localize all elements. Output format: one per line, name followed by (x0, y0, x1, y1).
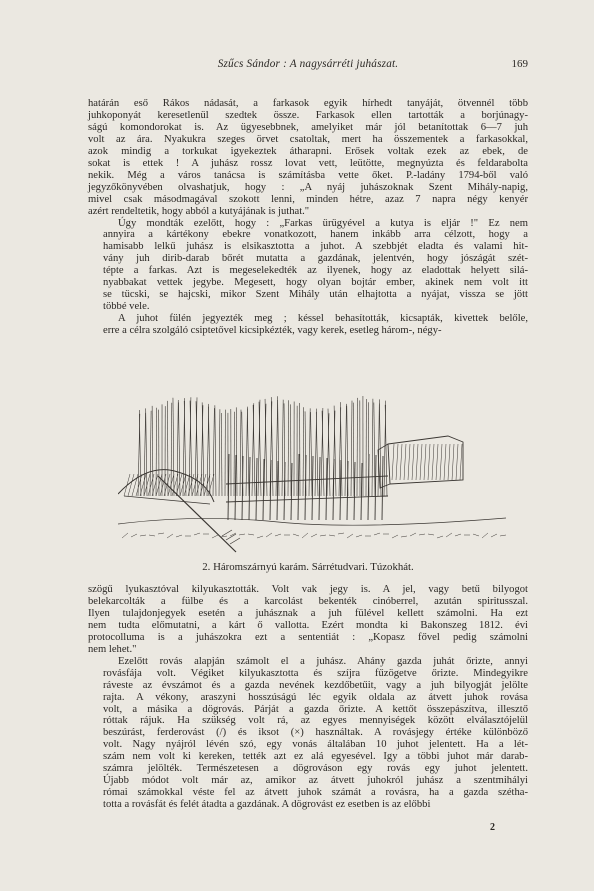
paragraph (88, 584, 528, 656)
paragraph (88, 656, 528, 811)
text-line: A juhot fülén jegyezték meg ; késsel behasították, kicsapták, kivettek belőle, (118, 313, 528, 325)
running-header (88, 58, 528, 72)
text-line: azok mindig a torkukat igyekeztek átharapni. Erősek voltak ezek az ebek, de (88, 145, 528, 157)
text-line: protocolluma is a juhászokra ezt a sententiát : „Kopasz fővel pedig számolni (88, 631, 528, 643)
text-line: erre a célra szolgáló csiptetővel kicsipkézték, vagy kerek, esetleg három-, négy- (103, 325, 442, 337)
text-line: Ilyen tulajdonjegyek esetén a juhásznak a juh fülével kellett számolni. Ha ezt (88, 607, 528, 619)
text-line: azért rendeltetik, hogy abból a kutyájának is juthat." (88, 205, 310, 217)
text-line: volt az ára. Nyakukra szeges örvet csatoltak, mert ha összementek a farkasokkal, (88, 133, 528, 145)
figure-illustration (118, 384, 506, 556)
text-line: nem lehet." (88, 643, 137, 655)
text-line: mivel csak másodmagával szokott lenni, minden hétre, azaz 7 napra négy kenyér (88, 193, 528, 205)
text-line: hamisabb lelkű juhász is elsikasztotta a juhot. A szebbjét eladta és valami hit- (103, 241, 528, 253)
body-text-top (88, 98, 528, 337)
text-line: vány juh dirib-darab bőrét mutatta a gazdának, jelentvén, hogy jószágát szét- (103, 253, 528, 265)
paragraph (88, 98, 528, 218)
text-line: se tücski, se hajcski, mikor Szent Mihály után elhajtotta a nyájat, vissza se jött (103, 289, 528, 301)
text-line: szám nem volt ki kereken, tették azt ez alá egyesével. Igy a többi juhot már darab- (103, 751, 528, 763)
figure-caption: 2. Háromszárnyú karám. Sárrétudvari. Túzokhát. (202, 561, 414, 573)
text-line: Újabb módot volt már az, amikor az átvett juhokról juhász a szentmihályi (103, 775, 528, 787)
text-line: rajta. A vékony, araszyni hosszúságú léc egyik oldala az átvett juhok rovása (103, 691, 528, 703)
text-line: volt, a másika a dögrovás. Párját a gazda őrizte. A kettőt összepászítva, illesztő (103, 703, 528, 715)
page-number: 169 (511, 58, 528, 70)
text-line: ságú komondorokat is. Az ügyesebbnek, amelyiket már jól betanítottak 6—7 juh (88, 121, 528, 133)
text-line: belekarcolták a fülbe és a karcolást bekenték cinóberrel, azután spiritusszal. (88, 595, 528, 607)
text-line: beszúrást, ferderovást (/) és iksot (×) használtak. A rovásjegy értéke különböző (103, 727, 528, 739)
text-line: nem tudta előmutatni, a kárt ő vallotta. Ezért mondta ki Bakonszeg 1812. évi (88, 619, 528, 631)
body-text-bottom (88, 584, 528, 811)
text-line: római számokkal véste fel az átvett juhok számát a rovásra, ha a gazda szétha- (103, 787, 528, 799)
text-line: sokat is ettek ! A juhász rossz lovat vett, leütötte, megnyúzta és feldarabolta (88, 157, 528, 169)
text-line: volt. Nagy nyájról lévén szó, egy vonás általában 10 juhot jelentett. Ha a lét- (103, 739, 528, 751)
text-line: nekik. Még a város tanácsa is számításba vette őket. P.-ladány 1794-ből való (88, 169, 528, 181)
text-line: számra jelölték. Természetesen a dögrováson egy rovás egy juhot jelentett. (103, 763, 528, 775)
text-line: Úgy mondták ezelőtt, hogy : „Farkas ürügyével a kutya is eljár !" Ez nem (118, 217, 528, 229)
text-line: jegyzőkönyvében olvashatjuk, hogy : „A nyáj juhászoknak Szent Mihály-napig, (88, 181, 528, 193)
text-line: róttak rájuk. Ha szükség volt rá, az egyes mennyiségek között elválasztójelül (103, 715, 528, 727)
paragraph (88, 313, 528, 337)
text-line: tépte a farkas. Azt is megeselekedték az ilyenek, hogy az eladottak helyett silá- (103, 265, 528, 277)
text-line: ráveste az évszámot és a gazda nevének kezdőbetűit, vagy a juh bilyogját jelölte (103, 679, 528, 691)
sheepfold-drawing (118, 384, 506, 556)
text-line: annyira a kártékony ebekre vonatkozott, hanem inkább arra célzott, hogy a (103, 229, 528, 241)
text-line: rovásfája volt. Végiket kilyukasztotta és szíjra fűzögetve őrizte. Mindegyikre (103, 667, 528, 679)
text-line: többé vele. (103, 301, 150, 313)
signature-mark: 2 (490, 822, 495, 833)
paragraph (88, 218, 528, 314)
text-line: szögű lyukasztóval kilyukasztották. Volt vak jegy is. A jel, vagy betű bilyogot (88, 584, 528, 595)
text-line: juhkoponyát keresetlenül szedtek össze. Farkasok ellen tartották a borjúnagy- (88, 109, 528, 121)
running-head-title: Szűcs Sándor : A nagysárréti juhászat. (217, 58, 399, 70)
text-line: nyabbakat vettek jegybe. Megesett, hogy olyan bojtár ember, akinek nem volt itt (103, 277, 528, 289)
text-line: Ezelőtt rovás alapján számolt el a juhász. Ahány gazda juhát őrizte, annyi (118, 655, 528, 667)
text-line: totta a rovásfát és felét átadta a gazdának. A dögrovást ez esetben is az előbbi (103, 799, 431, 811)
text-line: határán eső Rákos nádasát, a farkasok egyik hírhedt tanyáját, ötvennél több (88, 98, 528, 109)
